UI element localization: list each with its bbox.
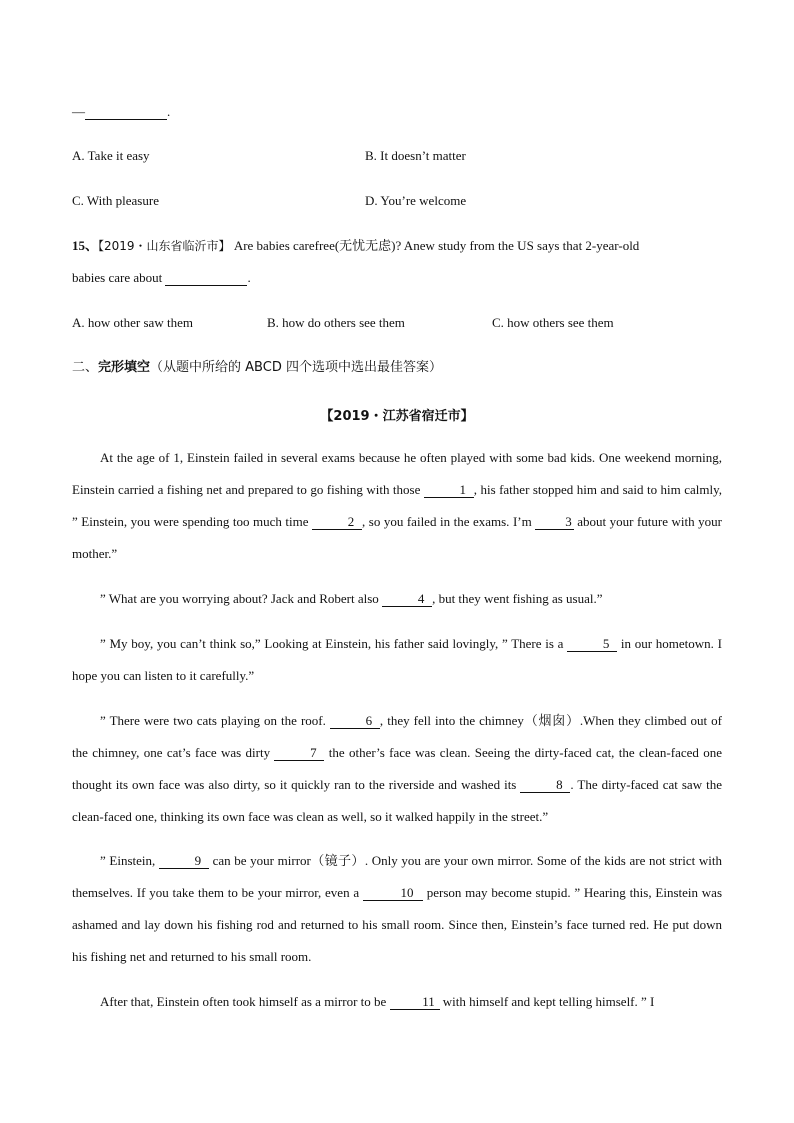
cloze-blank-5[interactable]: 5 <box>567 637 617 652</box>
q15-option-c: C. how others see them <box>492 315 614 330</box>
q15-option-b: B. how do others see them <box>267 315 405 330</box>
q15-number: 15、 <box>72 238 99 253</box>
q14-option-c: C. With pleasure <box>72 193 159 208</box>
cloze-blank-4[interactable]: 4 <box>382 592 432 607</box>
q15-line2: babies care about . <box>72 270 251 285</box>
cloze-blank-7[interactable]: 7 <box>274 746 324 761</box>
cloze-blank-3[interactable]: 3 <box>535 515 574 530</box>
cloze-blank-2[interactable]: 2 <box>312 515 362 530</box>
q14-option-a: A. Take it easy <box>72 148 150 163</box>
cloze-blank-8[interactable]: 8 <box>520 778 570 793</box>
q14-answer-line: — . <box>72 104 171 119</box>
q15-option-a: A. how other saw them <box>72 315 193 330</box>
paragraph-6: After that, Einstein often took himself as a mirror to be 11 with himself and kept telling himself. ” I <box>100 994 655 1009</box>
cloze-blank-9[interactable]: 9 <box>159 854 209 869</box>
section-heading-instructions: （从题中所给的 ABCD 四个选项中选出最佳答案） <box>150 360 442 375</box>
cloze-blank-11[interactable]: 11 <box>390 995 440 1010</box>
paragraph-4: ” There were two cats playing on the roof. 6 , they fell into the chimney（烟囱）.When they climbed out of the chimney, one cat’s face was dirty 7 the other’s face was clean. Seeing the dirty-faced cat, the clean-faced one thought its own face was also dirty, so it quickly ran to the riverside and washed its 8 . The dirty-faced cat saw the clean-faced one, thinking its own face was clean as well, so it walked happily in the street.” <box>72 713 722 824</box>
paragraph-1: At the age of 1, Einstein failed in several exams because he often played with some bad kids. One weekend morning, Einstein carried a fishing net and prepared to go fishing with those 1 , his father stopped him and said to him calmly, ” Einstein, you were spending too much time 2 , so you failed in the exams. I’m 3 about your future with your mother.” <box>72 450 722 561</box>
q14-blank[interactable] <box>85 105 167 120</box>
q15-line1 <box>72 238 722 254</box>
cloze-blank-1[interactable]: 1 <box>424 483 474 498</box>
q15-text1: Are babies carefree(无忧无虑)? Anew study from the US says that 2-year-old <box>233 238 640 253</box>
paragraph-5: ” Einstein, 9 can be your mirror（镜子）. Only you are your own mirror. Some of the kids are not strict with themselves. If you take them to be your mirror, even a 10 person may become stupid. ” Hearing this, Einstein was ashamed and lay down his fishing rod and returned to his small room. Since then, Einstein’s face turned red. He put down his fishing net and returned to his small room. <box>72 853 723 964</box>
passage-source: 【2019・江苏省宿迁市】 <box>320 409 474 424</box>
section-heading: 二、完形填空（从题中所给的 ABCD 四个选项中选出最佳答案） <box>72 360 442 375</box>
paragraph-2: ” What are you worrying about? Jack and Robert also 4 , but they went fishing as usual.” <box>100 591 603 606</box>
cloze-blank-10[interactable]: 10 <box>363 886 423 901</box>
q14-option-d: D. You’re welcome <box>365 193 467 208</box>
q15-source: 【2019・山东省临沂市】 <box>98 239 231 253</box>
q14-option-b: B. It doesn’t matter <box>365 148 466 163</box>
section-heading-title: 完形填空 <box>98 360 151 375</box>
paragraph-3: ” My boy, you can’t think so,” Looking at Einstein, his father said lovingly, ” There is a 5 in our hometown. I hope you can listen to it carefully.” <box>72 636 722 683</box>
q15-blank[interactable] <box>165 271 247 286</box>
q15-text2: babies care about <box>72 270 163 285</box>
q14-dash: — <box>72 104 85 119</box>
cloze-blank-6[interactable]: 6 <box>330 714 380 729</box>
